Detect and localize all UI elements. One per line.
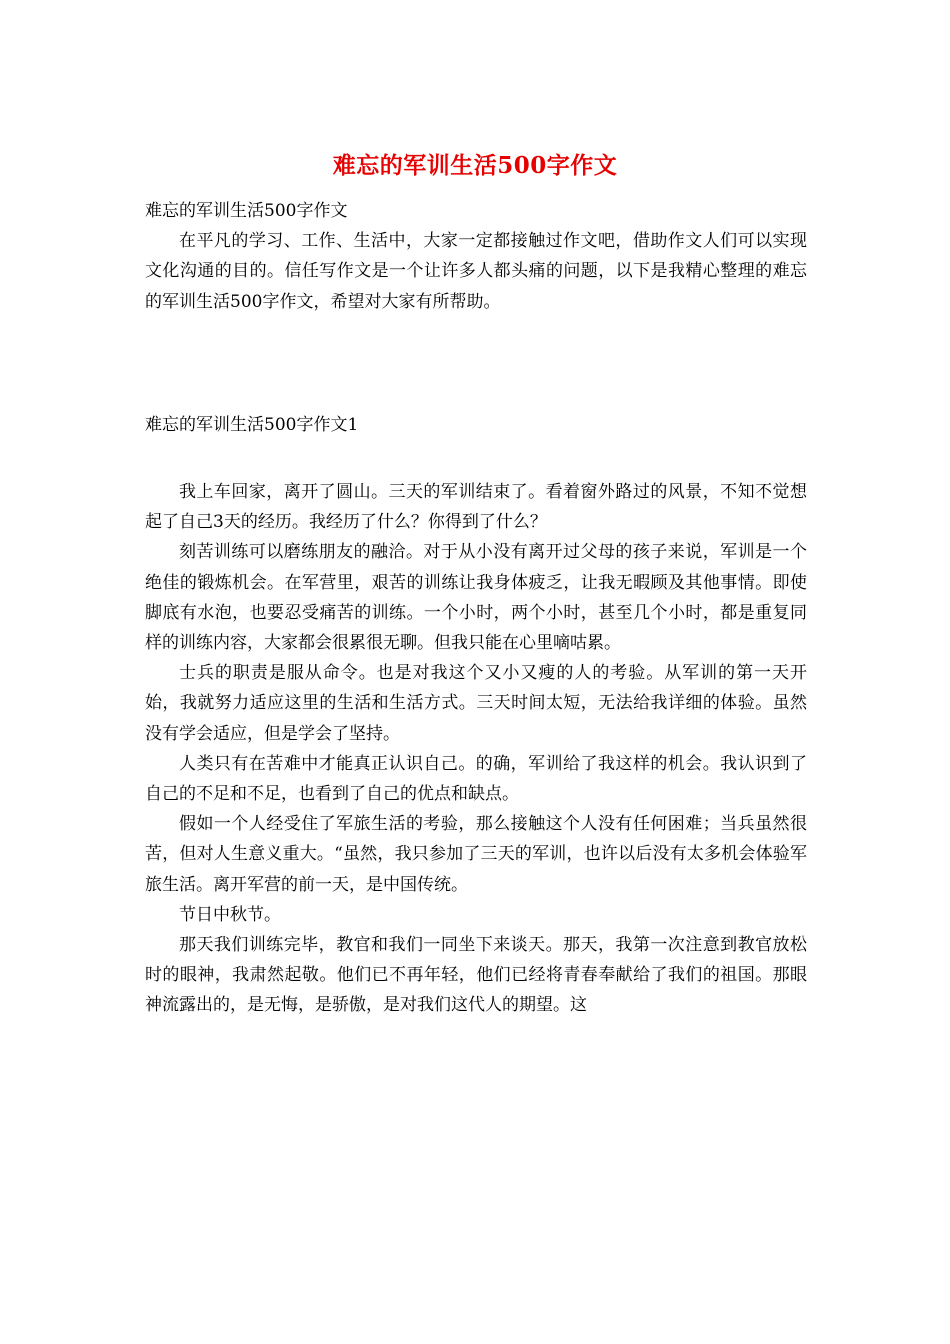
intro-paragraph: 在平凡的学习、工作、生活中，大家一定都接触过作文吧，借助作文人们可以实现文化沟通的目的。信任写作文是一个让许多人都头痛的问题，以下是我精心整理的难忘的军训生活500字作文，希望对大家有所帮助。	[145, 231, 807, 312]
body-paragraph: 士兵的职责是服从命令。也是对我这个又小又瘦的人的考验。从军训的第一天开始，我就努力适应这里的生活和生活方式。三天时间太短，无法给我详细的体验。虽然没有学会适应，但是学会了坚持。	[145, 663, 807, 744]
body-paragraph: 节日中秋节。	[179, 904, 281, 925]
document-title: 难忘的军训生活500字作文	[332, 152, 618, 179]
document-body	[145, 196, 807, 1021]
body-paragraph: 那天我们训练完毕，教官和我们一同坐下来谈天。那天，我第一次注意到教官放松时的眼神，我肃然起敬。他们已不再年轻，他们已经将青春奉献给了我们的祖国。那眼神流露出的，是无悔，是骄傲，是对我们这代人的期望。这	[145, 935, 807, 1016]
body-paragraph: 刻苦训练可以磨练朋友的融洽。对于从小没有离开过父母的孩子来说，军训是一个绝佳的锻炼机会。在军营里，艰苦的训练让我身体疲乏，让我无暇顾及其他事情。即使脚底有水泡，也要忍受痛苦的训练。一个小时，两个小时，甚至几个小时，都是重复同样的训练内容，大家都会很累很无聊。但我只能在心里嘀咕累。	[145, 542, 807, 654]
body-paragraph: 我上车回家，离开了圆山。三天的军训结束了。看着窗外路过的风景，不知不觉想起了自己3天的经历。我经历了什么？你得到了什么？	[145, 482, 807, 533]
body-paragraph: 假如一个人经受住了军旅生活的考验，那么接触这个人没有任何困难；当兵虽然很苦，但对人生意义重大。“虽然，我只参加了三天的军训，也许以后没有太多机会体验军旅生活。离开军营的前一天，是中国传统。	[145, 814, 807, 895]
document-subtitle: 难忘的军训生活500字作文	[145, 201, 348, 221]
body-paragraph: 人类只有在苦难中才能真正认识自己。的确，军训给了我这样的机会。我认识到了自己的不足和不足，也看到了自己的优点和缺点。	[145, 753, 807, 805]
spacer	[145, 440, 807, 477]
section-heading: 难忘的军训生活500字作文1	[145, 414, 359, 435]
spacer	[145, 317, 807, 410]
